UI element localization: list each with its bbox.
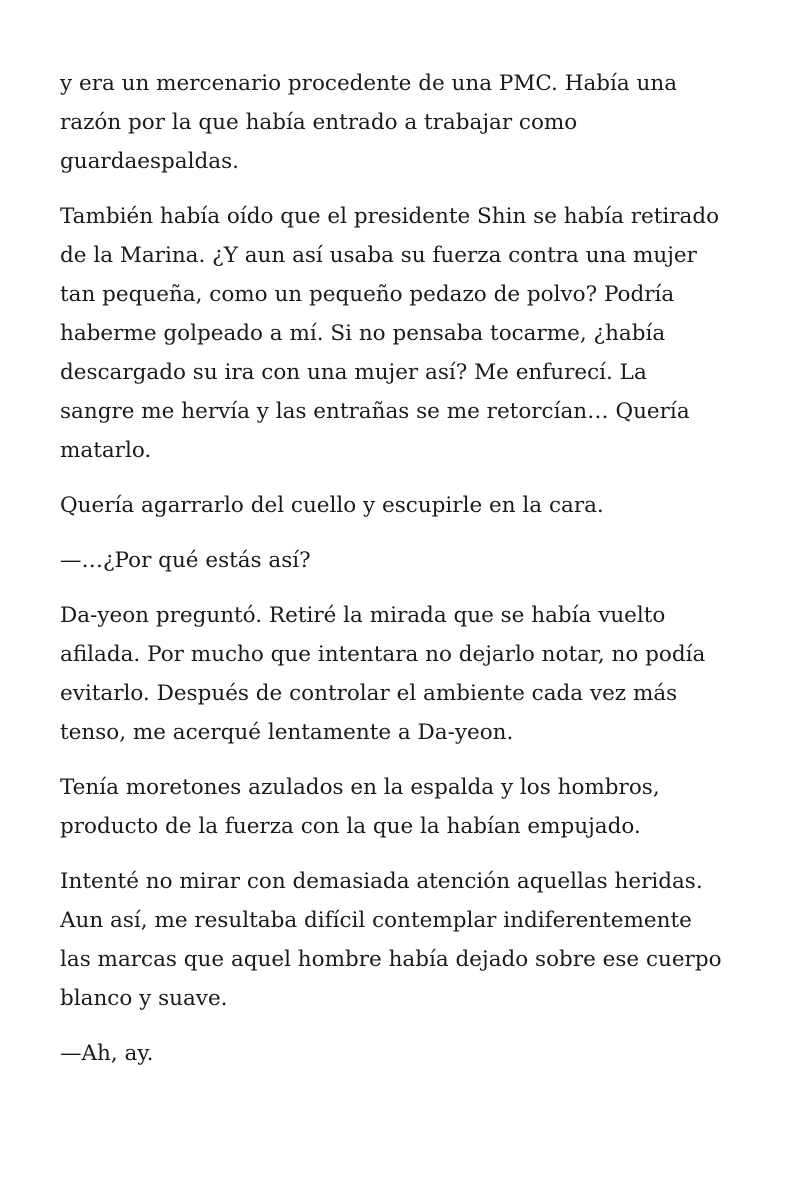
text-line: razón por la que había entrado a trabajar como xyxy=(60,110,578,135)
text-line: evitarlo. Después de controlar el ambiente cada vez más xyxy=(60,681,678,706)
text-line: de la Marina. ¿Y aun así usaba su fuerza contra una mujer xyxy=(60,243,697,268)
text-line: También había oído que el presidente Shin se había retirado xyxy=(60,204,720,229)
text-line: matarlo. xyxy=(60,438,152,463)
text-line: Quería agarrarlo del cuello y escupirle en la cara. xyxy=(60,493,604,518)
text-line: producto de la fuerza con la que la habían empujado. xyxy=(60,814,641,839)
text-line: sangre me hervía y las entrañas se me retorcían… Quería xyxy=(60,399,690,424)
paragraph-1 xyxy=(60,64,750,181)
text-line: las marcas que aquel hombre había dejado sobre ese cuerpo xyxy=(60,947,722,972)
paragraph-2 xyxy=(60,197,750,470)
text-line: y era un mercenario procedente de una PMC. Había una xyxy=(60,71,678,96)
text-line: descargado su ira con una mujer así? Me enfurecí. La xyxy=(60,360,647,385)
page-body xyxy=(60,64,750,1089)
text-line: Da-yeon preguntó. Retiré la mirada que se había vuelto xyxy=(60,603,666,628)
text-line: —Ah, ay. xyxy=(60,1041,154,1066)
text-line: guardaespaldas. xyxy=(60,149,239,174)
text-line: Aun así, me resultaba difícil contemplar indiferentemente xyxy=(60,908,692,933)
text-line: Tenía moretones azulados en la espalda y los hombros, xyxy=(60,775,660,800)
text-line: tan pequeña, como un pequeño pedazo de polvo? Podría xyxy=(60,282,675,307)
paragraph-7 xyxy=(60,862,750,1018)
text-line: blanco y suave. xyxy=(60,986,228,1011)
text-line: afilada. Por mucho que intentara no dejarlo notar, no podía xyxy=(60,642,706,667)
text-line: haberme golpeado a mí. Si no pensaba tocarme, ¿había xyxy=(60,321,666,346)
paragraph-3 xyxy=(60,486,750,525)
paragraph-6 xyxy=(60,768,750,846)
text-line: tenso, me acerqué lentamente a Da-yeon. xyxy=(60,720,514,745)
paragraph-4-dialogue xyxy=(60,541,750,580)
text-line: Intenté no mirar con demasiada atención aquellas heridas. xyxy=(60,869,703,894)
paragraph-8-dialogue xyxy=(60,1034,750,1073)
paragraph-5 xyxy=(60,596,750,752)
text-line: —…¿Por qué estás así? xyxy=(60,548,311,573)
